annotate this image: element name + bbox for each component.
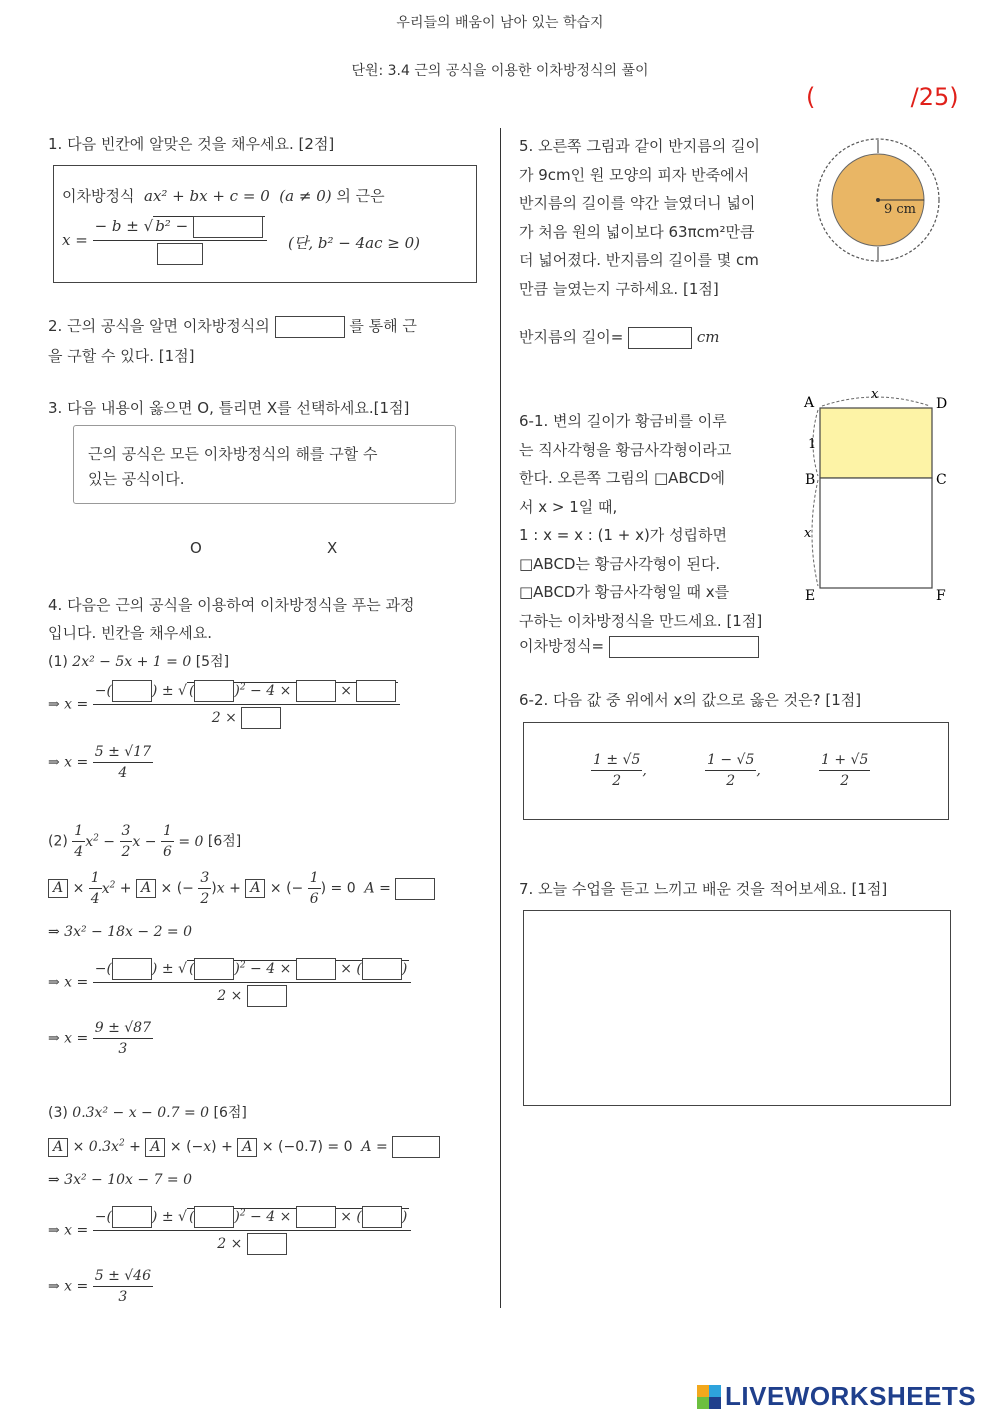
unit-title: 단원: 3.4 근의 공식을 이용한 이차방정식의 풀이 bbox=[351, 63, 649, 79]
q4-p3-answer bbox=[48, 1268, 153, 1305]
q4-p2-a-box-2: A bbox=[136, 879, 156, 898]
q4-p3-c-input[interactable] bbox=[362, 1206, 402, 1228]
q3-statement-b: 있는 공식이다. bbox=[88, 470, 185, 488]
vertex-d: D bbox=[936, 396, 948, 412]
q4-p3-label: (3) bbox=[48, 1105, 68, 1121]
q6-1-line-7: □ABCD가 황금사각형일 때 x를 bbox=[519, 583, 730, 601]
q4-p3-fraction bbox=[93, 1206, 412, 1255]
q1-prompt: 1. 다음 빈칸에 알맞은 것을 채우세요. [2점] bbox=[48, 135, 335, 153]
q4-p3-answer-den: 3 bbox=[118, 1289, 128, 1305]
q4-p1-b-input[interactable] bbox=[112, 680, 152, 702]
column-divider bbox=[500, 128, 501, 1308]
q5-line-6: 만큼 늘였는지 구하세요. [1점] bbox=[519, 279, 719, 298]
vertex-c: C bbox=[936, 472, 947, 488]
q4-p3-b-input[interactable] bbox=[112, 1206, 152, 1228]
q4-p1-answer-fraction bbox=[93, 744, 153, 781]
q4-p3-a2-input[interactable] bbox=[296, 1206, 336, 1228]
q4-p2-m-three-halves: $\frac{3}{2}$ bbox=[200, 870, 210, 907]
q4-p1-header bbox=[48, 651, 229, 671]
x-side-label: x bbox=[804, 526, 812, 541]
q4-p1-label: (1) bbox=[48, 654, 68, 670]
q1-radicand-prefix: b² − bbox=[155, 217, 189, 235]
x-side-arc bbox=[812, 480, 818, 586]
q6-1-line-8: 구하는 이차방정식을 만드세요. [1점] bbox=[519, 611, 763, 630]
q1-fraction bbox=[93, 216, 267, 265]
q3-prompt: 3. 다음 내용이 옳으면 O, 틀리면 X를 선택하세요.[1점] bbox=[48, 399, 410, 417]
q4-p3-denominator bbox=[217, 1231, 287, 1255]
q1-numerator: − b ± √ b² − bbox=[93, 216, 267, 241]
q6-1-line-1: 6-1. 변의 길이가 황금비를 이루 bbox=[519, 412, 727, 430]
vertex-e: E bbox=[805, 588, 816, 604]
worksheet-title: 우리들의 배움이 남아 있는 학습지 bbox=[396, 15, 604, 31]
pizza-center bbox=[876, 198, 880, 202]
q4-p2-simplified: ⇒ 3x² − 18x − 2 = 0 bbox=[48, 924, 193, 940]
q6-1-line-3: 한다. 오른쪽 그림의 □ABCD에 bbox=[519, 469, 725, 487]
q1-equation: ax² + bx + c = 0 bbox=[144, 187, 270, 205]
q4-p1-answer-arrow: ⇒ x = bbox=[48, 754, 89, 771]
q4-p3-multiply-line: $A \times 0.3x^2 + A \times (-x) + A \times (-0.7) = 0$ A = bbox=[48, 1136, 440, 1158]
q4-p2-frac-sixth: $\frac{1}{6}$ bbox=[162, 823, 172, 860]
q4-p2-answer bbox=[48, 1020, 153, 1057]
q6-2-option-2-num: 1 − √5 bbox=[705, 752, 756, 771]
q4-p2-a-box-1: A bbox=[48, 879, 68, 898]
q4-p3-simplified: ⇒ 3x² − 10x − 7 = 0 bbox=[48, 1172, 193, 1188]
q4-p3-numerator: −( ) ± √ ( )$^2$ − 4 × × ( ) bbox=[93, 1206, 412, 1231]
q4-p1-answer-den: 4 bbox=[118, 765, 128, 781]
q1-num-prefix: − b ± bbox=[94, 217, 139, 235]
liveworksheets-logo-icon bbox=[697, 1385, 721, 1409]
q2-line1 bbox=[48, 315, 417, 338]
q6-2-option-3-num: 1 + √5 bbox=[819, 752, 870, 771]
q4-p2-a2-input[interactable] bbox=[296, 958, 336, 980]
q6-2-option-1-num: 1 ± √5 bbox=[591, 752, 642, 771]
q4-p3-a-box-3: A bbox=[237, 1138, 257, 1157]
q4-p2-answer-fraction bbox=[93, 1020, 153, 1057]
q5-answer-line bbox=[519, 326, 719, 349]
q5-line-3: 반지름의 길이를 약간 늘였더니 넓이 bbox=[519, 194, 756, 212]
q7-answer-textarea[interactable] bbox=[523, 910, 951, 1106]
q4-p2-fraction bbox=[93, 958, 412, 1007]
pizza-figure bbox=[812, 136, 944, 264]
vertex-b: B bbox=[805, 472, 816, 488]
q4-p1-fraction bbox=[93, 680, 401, 729]
q1-denominator-input[interactable] bbox=[157, 243, 203, 265]
q4-p2-numerator: −( ) ± √ ( )$^2$ − 4 × × ( ) bbox=[93, 958, 412, 983]
q7-prompt: 7. 오늘 수업을 듣고 느끼고 배운 것을 적어보세요. [1점] bbox=[519, 880, 888, 898]
score-input[interactable] bbox=[823, 87, 903, 112]
q4-p1-den-input[interactable] bbox=[241, 707, 281, 729]
q4-p2-formula bbox=[48, 958, 411, 1007]
q4-p2-m-quarter: $\frac{1}{4}$ bbox=[90, 870, 100, 907]
q4-p1-answer bbox=[48, 744, 153, 781]
q4-p2-points: [6점] bbox=[207, 833, 242, 850]
q6-2-option-1-sep: , bbox=[642, 762, 647, 779]
q4-p2-frac-three-halves: $\frac{3}{2}$ bbox=[121, 823, 131, 860]
q4-p1-arrow: ⇒ x = bbox=[48, 696, 89, 713]
q4-p2-b2-input[interactable] bbox=[194, 958, 234, 980]
q4-p2-arrow: ⇒ x = bbox=[48, 974, 89, 991]
q5-text bbox=[519, 132, 760, 303]
q6-2-option-1-den: 2 bbox=[612, 773, 622, 789]
q6-1-line-2: 는 직사각형을 황금사각형이라고 bbox=[519, 440, 732, 459]
q6-1-line-4: 서 x > 1일 때, bbox=[519, 497, 618, 516]
q6-1-text bbox=[519, 407, 762, 635]
q6-2-option-2-den: 2 bbox=[726, 773, 736, 789]
q4-p3-formula bbox=[48, 1206, 411, 1255]
q4-p2-header bbox=[48, 823, 241, 860]
q4-p3-equation: 0.3x² − x − 0.7 = 0 bbox=[72, 1105, 210, 1121]
q6-2-option-2[interactable] bbox=[705, 752, 761, 789]
q4-p1-c-input[interactable] bbox=[356, 680, 396, 702]
q4-p3-a-equals: A = bbox=[361, 1139, 388, 1155]
q5-line-5: 더 넓어졌다. 반지름의 길이를 몇 cm bbox=[519, 251, 759, 269]
q4-p1-b2-input[interactable] bbox=[194, 680, 234, 702]
q1-note: (단, b² − 4ac ≥ 0) bbox=[288, 234, 420, 252]
q1-condition: (a ≠ 0) bbox=[279, 187, 332, 205]
q4-p1-a-input[interactable] bbox=[296, 680, 336, 702]
q4-p1-two-times: 2 × bbox=[211, 710, 237, 726]
q4-p1-numerator: −( ) ± √ ( )$^2$ − 4 × × bbox=[93, 680, 401, 705]
q4-p3-points: [6점] bbox=[213, 1105, 247, 1121]
q2-text-b: 를 통해 근 bbox=[349, 317, 417, 335]
q4-p3-answer-num: 5 ± √46 bbox=[93, 1268, 153, 1287]
q4-p2-equation: $\frac{1}{4}$ $x^2$ − $\frac{3}{2}$ x − $\frac{1}{6}$ = 0 bbox=[74, 823, 208, 860]
q4-p1-formula bbox=[48, 680, 400, 729]
q6-2-option-2-sep: , bbox=[756, 762, 761, 779]
q6-2-prompt: 6-2. 다음 값 중 위에서 x의 값으로 옳은 것은? [1점] bbox=[519, 691, 862, 709]
q3-statement-a: 근의 공식은 모든 이차방정식의 해를 구할 수 bbox=[88, 445, 378, 463]
q4-prompt-b: 입니다. 빈칸을 채우세요. bbox=[48, 624, 212, 642]
q6-1-line-6: □ABCD는 황금사각형이 된다. bbox=[519, 554, 721, 573]
liveworksheets-brand: LIVEWORKSHEETS bbox=[725, 1381, 977, 1411]
q4-p2-c-input[interactable] bbox=[362, 958, 402, 980]
golden-rectangle-figure bbox=[798, 386, 958, 608]
q1-denominator bbox=[157, 241, 203, 265]
q3-statement-box bbox=[73, 425, 456, 504]
q4-p1-points: [5점] bbox=[195, 654, 230, 670]
q5-line-1: 5. 오른쪽 그림과 같이 반지름의 길이 bbox=[519, 137, 761, 155]
liveworksheets-logo bbox=[697, 1381, 976, 1412]
q4-p2-a-box-3: A bbox=[245, 879, 265, 898]
q4-p3-a-box-2: A bbox=[145, 1138, 165, 1157]
q4-p2-a-equals: A = bbox=[364, 880, 391, 897]
q4-p2-denominator bbox=[217, 983, 287, 1007]
q1-intro: 이차방정식 bbox=[62, 187, 135, 205]
q1-radicand-input[interactable] bbox=[193, 216, 263, 238]
q4-p1-equation: 2x² − 5x + 1 = 0 bbox=[72, 654, 192, 670]
q4-p2-two-times: 2 × bbox=[217, 988, 243, 1004]
vertex-f: F bbox=[936, 588, 946, 604]
q4-p2-label: (2) bbox=[48, 833, 68, 850]
q4-p1-denominator bbox=[212, 705, 282, 729]
q4-p3-a-box-1: A bbox=[48, 1138, 68, 1157]
q4-p2-m-sixth: $\frac{1}{6}$ bbox=[309, 870, 319, 907]
pizza-radius-label: 9 cm bbox=[884, 202, 917, 217]
q2-line2: 을 구할 수 있다. [1점] bbox=[48, 347, 195, 365]
score-total: /25) bbox=[910, 83, 959, 111]
q4-p3-answer-arrow: ⇒ x = bbox=[48, 1278, 89, 1295]
q5-answer-input[interactable] bbox=[628, 327, 692, 349]
golden-square-abcd bbox=[820, 408, 932, 478]
q5-line-4: 가 처음 원의 넓이보다 63πcm²만큼 bbox=[519, 222, 755, 241]
q6-1-answer-label: 이차방정식= bbox=[519, 637, 605, 655]
score-area bbox=[806, 83, 959, 112]
q4-p3-a-input[interactable] bbox=[392, 1136, 440, 1158]
q6-1-line-5: 1 : x = x : (1 + x)가 성립하면 bbox=[519, 526, 728, 544]
q4-p3-answer-fraction bbox=[93, 1268, 153, 1305]
q3-option-o[interactable]: O bbox=[190, 539, 202, 557]
q6-2-option-1[interactable] bbox=[591, 752, 647, 789]
q6-2-option-3[interactable] bbox=[819, 752, 870, 789]
q1-quadratic-formula bbox=[62, 216, 267, 265]
q1-intro-line bbox=[62, 185, 385, 206]
one-label: 1 bbox=[808, 437, 817, 452]
q4-p2-answer-arrow: ⇒ x = bbox=[48, 1030, 89, 1047]
q5-line-2: 가 9cm인 원 모양의 피자 반죽에서 bbox=[519, 165, 750, 184]
q5-answer-unit: cm bbox=[696, 328, 720, 346]
q2-text-a: 2. 근의 공식을 알면 이차방정식의 bbox=[48, 317, 270, 335]
q4-p3-arrow: ⇒ x = bbox=[48, 1222, 89, 1239]
q4-p2-b-input[interactable] bbox=[112, 958, 152, 980]
q5-answer-label: 반지름의 길이= bbox=[519, 328, 624, 346]
q4-p3-den-input[interactable] bbox=[247, 1233, 287, 1255]
q6-1-answer-input[interactable] bbox=[609, 636, 759, 658]
q4-p2-answer-den: 3 bbox=[118, 1041, 128, 1057]
q4-p1-answer-num: 5 ± √17 bbox=[93, 744, 153, 763]
q3-option-x[interactable]: X bbox=[327, 539, 338, 557]
q4-p3-two-times: 2 × bbox=[217, 1236, 243, 1252]
golden-rect-bcfe bbox=[820, 478, 932, 588]
q4-p2-answer-num: 9 ± √87 bbox=[93, 1020, 153, 1039]
vertex-a: A bbox=[804, 395, 815, 411]
q4-p3-b2-input[interactable] bbox=[194, 1206, 234, 1228]
score-open: ( bbox=[806, 83, 816, 111]
x-top-label: x bbox=[871, 387, 879, 402]
q4-p2-multiply-line: A × $\frac{1}{4}$ $x^2 + A$ × (− $\frac{3}{2}$ )x + A × (− $\frac{1}{6}$ ) = 0 A = bbox=[48, 870, 435, 907]
q1-x-equals: x = bbox=[62, 231, 88, 249]
q6-1-answer-line bbox=[519, 635, 759, 658]
q4-p2-frac-quarter: $\frac{1}{4}$ bbox=[74, 823, 84, 860]
q6-2-option-3-den: 2 bbox=[840, 773, 850, 789]
q1-suffix: 의 근은 bbox=[336, 187, 385, 205]
q4-p3-header bbox=[48, 1102, 247, 1122]
q4-p2-den-input[interactable] bbox=[247, 985, 287, 1007]
q4-p2-a-input[interactable] bbox=[395, 878, 435, 900]
q4-prompt-a: 4. 다음은 근의 공식을 이용하여 이차방정식을 푸는 과정 bbox=[48, 596, 415, 614]
q2-input[interactable] bbox=[275, 316, 345, 338]
